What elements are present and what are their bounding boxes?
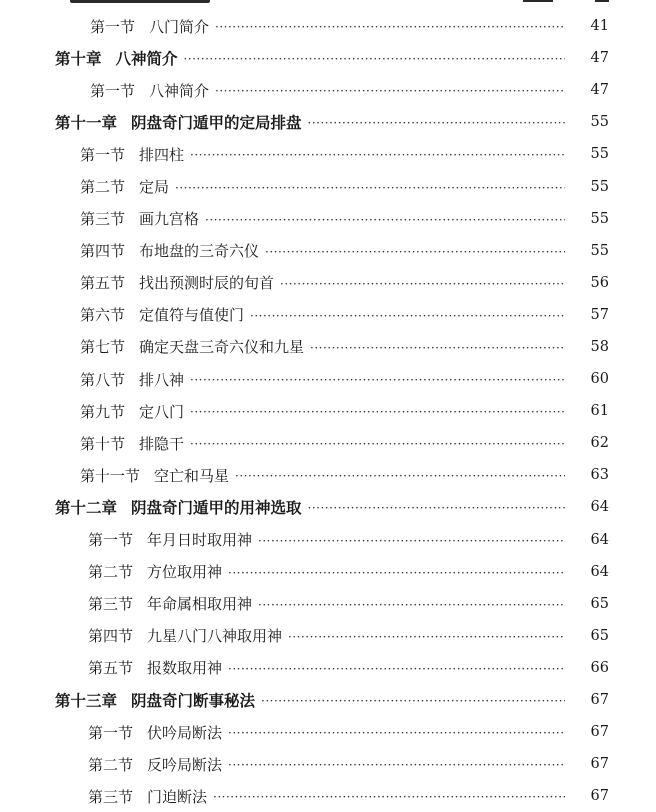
toc-entry-title: 阴盘奇门遁甲的定局排盘 (131, 113, 302, 133)
toc-page-number: 67 (590, 788, 609, 805)
toc-entry-number: 第二节 (80, 178, 126, 197)
toc-entry-number: 第一节 (80, 145, 126, 164)
toc-entry-number: 第十三章 (55, 691, 118, 711)
toc-entry-number: 第五节 (80, 274, 126, 293)
toc-section-row[interactable] (0, 170, 656, 202)
toc-entry-title: 反吟局断法 (147, 755, 223, 774)
dot-leader (265, 245, 565, 259)
toc-section-row[interactable] (0, 780, 656, 812)
dot-leader (228, 662, 565, 676)
toc-page-number: 67 (590, 756, 609, 773)
toc-page-number: 63 (590, 467, 609, 484)
toc-entry-number: 第四节 (88, 627, 134, 646)
toc-entry-number: 第一节 (90, 17, 136, 36)
dot-leader (228, 758, 565, 772)
toc-entry-number: 第三节 (80, 210, 126, 229)
toc-section-row[interactable] (0, 524, 656, 556)
toc-page-number: 65 (590, 595, 609, 612)
toc-page-number: 55 (590, 210, 609, 227)
toc-section-row[interactable] (0, 748, 656, 780)
toc-entry-title: 九星八门八神取用神 (147, 627, 283, 646)
dot-leader (288, 630, 565, 644)
dot-leader (261, 694, 565, 708)
toc-chapter-row[interactable] (0, 106, 656, 138)
dot-leader (310, 341, 565, 355)
toc-entry-title: 伏吟局断法 (147, 723, 223, 742)
toc-entry-number: 第十二章 (55, 498, 118, 518)
toc-entry-title: 找出预测时辰的旬首 (139, 274, 275, 293)
toc-page-number: 55 (590, 114, 609, 131)
toc-entry-title: 排四柱 (139, 145, 185, 164)
toc-entry-number: 第一节 (88, 723, 134, 742)
toc-entry-number: 第九节 (80, 402, 126, 421)
toc-entry-title: 门迫断法 (147, 787, 208, 806)
toc-entry-number: 第十一节 (80, 466, 141, 485)
dot-leader (215, 84, 565, 98)
toc-entry-title: 画九宫格 (139, 210, 200, 229)
toc-entry-title: 排八神 (139, 370, 185, 389)
toc-page-number: 61 (590, 403, 609, 420)
toc-entry-title: 报数取用神 (147, 659, 223, 678)
toc-entry-number: 第六节 (80, 306, 126, 325)
toc-page-number: 47 (590, 82, 609, 99)
toc-page-number: 66 (590, 659, 609, 676)
toc-entry-number: 第五节 (88, 659, 134, 678)
toc-entry-title: 年月日时取用神 (147, 531, 253, 550)
toc-page-number: 57 (590, 306, 609, 323)
toc-entry-title: 阴盘奇门遁甲的用神选取 (131, 498, 302, 518)
toc-page-number: 64 (590, 563, 609, 580)
toc-page-number: 65 (590, 627, 609, 644)
toc-chapter-row[interactable] (0, 491, 656, 523)
toc-section-row[interactable] (0, 427, 656, 459)
toc-entry-number: 第二节 (88, 755, 134, 774)
dot-leader (184, 52, 565, 66)
toc-entry-number: 第十一章 (55, 113, 118, 133)
toc-page-number: 62 (590, 435, 609, 452)
toc-page-number: 60 (590, 371, 609, 388)
toc-section-row[interactable] (0, 363, 656, 395)
toc-section-row[interactable] (0, 459, 656, 491)
toc-entry-number: 第三节 (88, 595, 134, 614)
toc-section-row[interactable] (0, 299, 656, 331)
toc-section-row[interactable] (0, 138, 656, 170)
cropped-leader-fragment (523, 0, 553, 2)
toc-page-number: 64 (590, 499, 609, 516)
toc-entry-number: 第一节 (90, 81, 136, 100)
toc-page-number: 67 (590, 692, 609, 709)
toc-entry-title: 定八门 (139, 402, 185, 421)
dot-leader (175, 181, 565, 195)
toc-entry-number: 第十章 (55, 49, 102, 69)
toc-section-row[interactable] (0, 10, 656, 42)
toc-entry-title: 阴盘奇门断事秘法 (131, 691, 256, 711)
toc-page-number: 41 (590, 18, 609, 35)
toc-page-number: 55 (590, 242, 609, 259)
toc-page-number: 56 (590, 274, 609, 291)
toc-entry-title: 年命属相取用神 (147, 595, 253, 614)
dot-leader (215, 20, 565, 34)
dot-leader (258, 534, 565, 548)
dot-leader (205, 213, 565, 227)
toc-section-row[interactable] (0, 620, 656, 652)
toc-section-row[interactable] (0, 395, 656, 427)
toc-entry-title: 方位取用神 (147, 563, 223, 582)
table-of-contents (0, 10, 656, 812)
toc-section-row[interactable] (0, 267, 656, 299)
dot-leader (213, 790, 565, 804)
toc-section-row[interactable] (0, 556, 656, 588)
cropped-page-number-fragment (595, 0, 609, 2)
toc-entry-number: 第二节 (88, 563, 134, 582)
toc-entry-title: 八门简介 (149, 17, 210, 36)
dot-leader (228, 726, 565, 740)
toc-entry-title: 空亡和马星 (154, 466, 230, 485)
toc-entry-title: 定局 (139, 178, 170, 197)
toc-entry-title: 八神简介 (149, 81, 210, 100)
toc-section-row[interactable] (0, 203, 656, 235)
toc-chapter-row[interactable] (0, 42, 656, 74)
dot-leader (235, 469, 565, 483)
dot-leader (228, 566, 565, 580)
toc-entry-title: 八神简介 (115, 49, 178, 69)
toc-entry-number: 第七节 (80, 338, 126, 357)
dot-leader (190, 405, 565, 419)
toc-section-row[interactable] (0, 652, 656, 684)
toc-page-number: 55 (590, 178, 609, 195)
dot-leader (308, 501, 565, 515)
toc-page-number: 64 (590, 531, 609, 548)
cropped-heading-fragment (70, 0, 210, 3)
toc-section-row[interactable] (0, 716, 656, 748)
toc-section-row[interactable] (0, 74, 656, 106)
toc-page-number: 47 (590, 50, 609, 67)
dot-leader (258, 598, 565, 612)
toc-entry-number: 第八节 (80, 370, 126, 389)
dot-leader (190, 373, 565, 387)
toc-entry-title: 确定天盘三奇六仪和九星 (139, 338, 305, 357)
toc-entry-number: 第三节 (88, 787, 134, 806)
toc-page-number: 55 (590, 146, 609, 163)
toc-section-row[interactable] (0, 235, 656, 267)
toc-page-number: 58 (590, 338, 609, 355)
dot-leader (250, 309, 565, 323)
toc-chapter-row[interactable] (0, 684, 656, 716)
toc-page-number: 67 (590, 724, 609, 741)
dot-leader (190, 437, 565, 451)
toc-entry-title: 布地盘的三奇六仪 (139, 242, 260, 261)
toc-section-row[interactable] (0, 588, 656, 620)
toc-entry-title: 排隐干 (139, 434, 185, 453)
dot-leader (308, 116, 565, 130)
dot-leader (280, 277, 565, 291)
dot-leader (190, 148, 565, 162)
toc-entry-number: 第四节 (80, 242, 126, 261)
toc-entry-number: 第一节 (88, 531, 134, 550)
toc-entry-title: 定值符与值使门 (139, 306, 245, 325)
toc-section-row[interactable] (0, 331, 656, 363)
toc-entry-number: 第十节 (80, 434, 126, 453)
